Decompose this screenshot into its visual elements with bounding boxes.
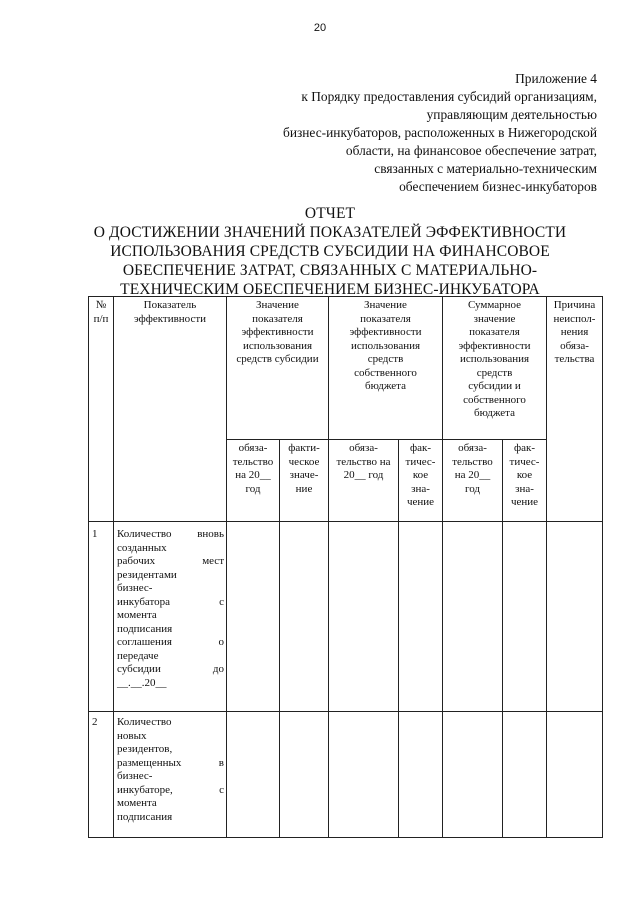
title-line: ОБЕСПЕЧЕНИЕ ЗАТРАТ, СВЯЗАННЫХ С МАТЕРИАЛЬНО- [122, 262, 538, 279]
header-indicator: Показатель эффективности [114, 297, 227, 522]
row-number: 2 [89, 712, 114, 838]
subheader-subsidy-obligation: обяза- тельство на 20__ год [227, 440, 280, 522]
subheader-subsidy-actual: факти- ческое значе- ние [280, 440, 329, 522]
annex-line: к Порядку предоставления субсидий организациям, [301, 89, 597, 104]
table-cell [443, 522, 503, 712]
annex-line: области, на финансовое обеспечение затрат, [345, 143, 597, 158]
row-indicator: Количество вновь созданных рабочих мест резидентами бизнес- инкубатора с момента подписания соглашения о передаче субсидии до __.__.20__ [114, 522, 227, 712]
table-cell [399, 712, 443, 838]
annex-line: связанных с материально-техническим [374, 161, 597, 176]
table-cell [227, 522, 280, 712]
table-cell [280, 522, 329, 712]
subheader-budget-actual: фак- тичес- кое зна- чение [399, 440, 443, 522]
annex-line: бизнес-инкубаторов, расположенных в Нижегородской [283, 125, 597, 140]
title-line: ТЕХНИЧЕСКИМ ОБЕСПЕЧЕНИЕМ БИЗНЕС-ИНКУБАТОРА [120, 281, 540, 298]
table-row [89, 712, 603, 838]
table-cell [443, 712, 503, 838]
table-row [89, 522, 603, 712]
page-number: 20 [313, 22, 327, 34]
header-num: № п/п [89, 297, 114, 522]
subheader-total-actual: фак- тичес- кое зна- чение [503, 440, 547, 522]
subheader-total-obligation: обяза- тельство на 20__ год [443, 440, 503, 522]
header-subsidy-value: Значение показателя эффективности использования средств субсидии [227, 297, 329, 440]
table-cell [329, 522, 399, 712]
table-cell [399, 522, 443, 712]
annex-line: Приложение 4 [515, 71, 597, 86]
annex-line: управляющим деятельностью [426, 107, 597, 122]
report-table [88, 296, 603, 838]
table-cell [547, 522, 603, 712]
row-indicator: Количество новых резидентов, размещенных в бизнес- инкубаторе, с момента подписания [114, 712, 227, 838]
header-reason: Причина неиспол- нения обяза- тельства [547, 297, 603, 522]
annex-line: обеспечением бизнес-инкубаторов [399, 179, 597, 194]
title-line: ОТЧЕТ [304, 205, 356, 222]
title-line: ИСПОЛЬЗОВАНИЯ СРЕДСТВ СУБСИДИИ НА ФИНАНСОВОЕ [110, 243, 550, 260]
table-cell [503, 712, 547, 838]
title-line: О ДОСТИЖЕНИИ ЗНАЧЕНИЙ ПОКАЗАТЕЛЕЙ ЭФФЕКТИВНОСТИ [93, 224, 567, 241]
table-cell [329, 712, 399, 838]
subheader-budget-obligation: обяза- тельство на 20__ год [329, 440, 399, 522]
annex-header [177, 70, 597, 196]
table-cell [227, 712, 280, 838]
table-cell [503, 522, 547, 712]
table-cell [280, 712, 329, 838]
report-title [60, 204, 600, 299]
header-own-budget-value: Значение показателя эффективности использования средств собственного бюджета [329, 297, 443, 440]
row-number: 1 [89, 522, 114, 712]
header-total-value: Суммарное значение показателя эффективности использования средств субсидии и собственного бюджета [443, 297, 547, 440]
table-cell [547, 712, 603, 838]
